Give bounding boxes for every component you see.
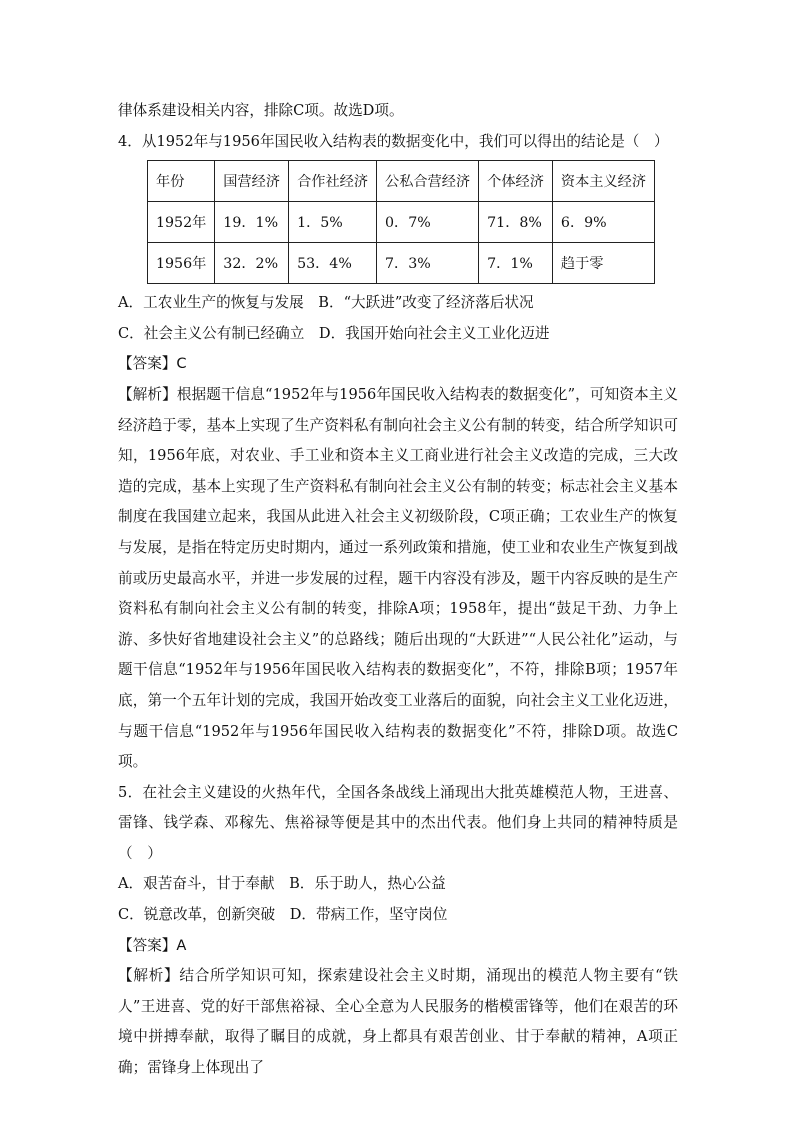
question-5-options-ab: A．艰苦奋斗，甘于奉献 B．乐于助人，热心公益 xyxy=(118,875,446,893)
question-5-stem: 5．在社会主义建设的火热年代，全国各条战线上涌现出大批英雄模范人物，王进喜、雷锋、钱学森、邓稼先、焦裕禄等便是其中的杰出代表。他们身上共同的精神特质是（ ） xyxy=(118,783,678,862)
table-cell: 7．3% xyxy=(377,243,479,284)
question-4-explanation: 【解析】根据题干信息“1952年与1956年国民收入结构表的数据变化”，可知资本主义经济趋于零，基本上实现了生产资料私有制向社会主义公有制的转变，结合所学知识可知，1956年底，对农业、手工业和资本主义工商业进行社会主义改造的完成，三大改造的完成，基本上实现了生产资料私有制向社会主义公有制的转变；标志社会主义基本制度在我国建立起来，我国从此进入社会主义初级阶段，C项正确；工农业生产的恢复与发展，是指在特定历史时期内，通过一系列政策和措施，使工业和农业生产恢复到战前或历史最高水平，并进一步发展的过程，题干内容没有涉及，题干内容反映的是生产资料私有制向社会主义公有制的转变，排除A项；1958年，提出“鼓足干劲、力争上游、多快好省地建设社会主义”的总路线；随后出现的“大跃进”“人民公社化”运动，与题干信息“1952年与1956年国民收入结构表的数据变化”，不符，排除B项；1957年底，第一个五年计划的完成，我国开始改变工业落后的面貌，向社会主义工业化迈进，与题干信息“1952年与1956年国民收入结构表的数据变化”不符，排除D项。故选C项。 xyxy=(118,385,678,771)
question-5-answer: 【答案】A xyxy=(118,936,187,954)
question-4-options-ab: A．工农业生产的恢复与发展 B．“大跃进”改变了经济落后状况 xyxy=(118,294,534,312)
table-header-row xyxy=(148,161,655,202)
table-cell: 1952年 xyxy=(148,202,215,243)
table-header-cell: 个体经济 xyxy=(479,161,553,202)
question-4-stem: 4．从1952年与1956年国民收入结构表的数据变化中，我们可以得出的结论是（ ） xyxy=(118,132,669,150)
income-structure-table xyxy=(147,160,655,284)
question-4-answer: 【答案】C xyxy=(118,355,187,373)
question-5-explanation: 【解析】结合所学知识可知，探索建设社会主义时期，涌现出的模范人物主要有“铁人”王进喜、党的好干部焦裕禄、全心全意为人民服务的楷模雷锋等，他们在艰苦的环境中拼搏奉献，取得了瞩目的成就，身上都具有艰苦创业、甘于奉献的精神，A项正确；雷锋身上体现出了 xyxy=(118,967,678,1077)
table-header-cell: 年份 xyxy=(148,161,215,202)
table-cell: 53．4% xyxy=(289,243,377,284)
table-header-cell: 公私合营经济 xyxy=(377,161,479,202)
table-cell: 0．7% xyxy=(377,202,479,243)
table-row xyxy=(148,243,655,284)
question-4-options-cd: C．社会主义公有制已经确立 D．我国开始向社会主义工业化迈进 xyxy=(118,324,550,342)
document-page xyxy=(118,96,678,1084)
table-cell: 趋于零 xyxy=(552,243,654,284)
table-cell: 1956年 xyxy=(148,243,215,284)
table-header-cell: 资本主义经济 xyxy=(552,161,654,202)
table-cell: 71．8% xyxy=(479,202,553,243)
table-cell: 32．2% xyxy=(215,243,289,284)
question-5-options-cd: C．锐意改革，创新突破 D．带病工作，坚守岗位 xyxy=(118,906,448,924)
table-header-cell: 合作社经济 xyxy=(289,161,377,202)
table-header-cell: 国营经济 xyxy=(215,161,289,202)
table-cell: 6．9% xyxy=(552,202,654,243)
prev-explanation-tail: 律体系建设相关内容，排除C项。故选D项。 xyxy=(118,102,404,119)
table-cell: 19．1% xyxy=(215,202,289,243)
table-cell: 7．1% xyxy=(479,243,553,284)
table-cell: 1．5% xyxy=(289,202,377,243)
table-row xyxy=(148,202,655,243)
